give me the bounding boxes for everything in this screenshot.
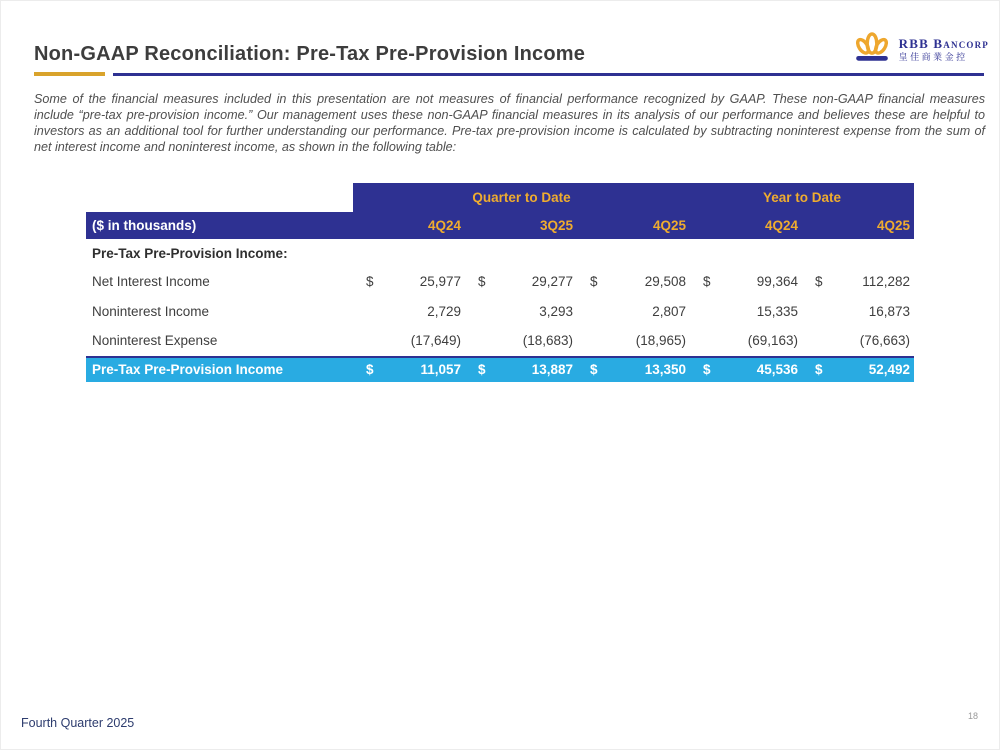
- cell-value: $ 99,364: [703, 274, 798, 290]
- currency-symbol: $: [478, 362, 486, 377]
- cell-value: $ 45,536: [703, 362, 798, 377]
- currency-symbol: $: [815, 274, 823, 290]
- cell-value: 2,807: [652, 303, 686, 319]
- cell-value: 3,293: [539, 303, 573, 319]
- currency-symbol: $: [366, 274, 374, 290]
- currency-symbol: $: [590, 274, 598, 290]
- currency-symbol: $: [590, 362, 598, 377]
- currency-symbol: $: [366, 362, 374, 377]
- rbb-bancorp-logo: [850, 31, 989, 68]
- column-header-4q25-qtd: 4Q25: [652, 218, 686, 233]
- cell-value: $ 29,277: [478, 274, 573, 290]
- row-label: Noninterest Expense: [92, 333, 218, 349]
- group-header-quarter-to-date: Quarter to Date: [353, 183, 690, 212]
- cell-value: (76,663): [859, 333, 910, 349]
- cell-value: (18,683): [522, 333, 573, 349]
- cell-value: $ 13,887: [478, 362, 573, 377]
- cell-value: $ 52,492: [815, 362, 910, 377]
- page-title: Non-GAAP Reconciliation: Pre-Tax Pre-Provision Income: [34, 43, 586, 65]
- currency-symbol: $: [478, 274, 486, 290]
- logo-chinese-name: 皇佳商業金控: [898, 51, 968, 62]
- table-row-total-pre-tax-pre-provision-income: [86, 356, 914, 382]
- table-row-noninterest-expense: [86, 326, 914, 356]
- cell-value: $ 29,508: [590, 274, 686, 290]
- table-section-header-row: [86, 239, 914, 267]
- column-header-4q24-qtd: 4Q24: [427, 218, 461, 233]
- table-group-header-row: [86, 183, 914, 212]
- cell-value: 15,335: [756, 303, 798, 319]
- cell-value: 2,729: [427, 303, 461, 319]
- page-number: 18: [967, 711, 978, 721]
- column-header-3q25-qtd: 3Q25: [539, 218, 573, 233]
- cell-value: $ 11,057: [366, 362, 461, 377]
- cell-value: (17,649): [410, 333, 461, 349]
- currency-symbol: $: [815, 362, 823, 377]
- reconciliation-table: [86, 183, 914, 382]
- group-header-spacer: [86, 183, 353, 212]
- currency-symbol: $: [703, 362, 711, 377]
- group-header-year-to-date: Year to Date: [690, 183, 914, 212]
- column-header-4q24-ytd: 4Q24: [764, 218, 798, 233]
- currency-symbol: $: [703, 274, 711, 290]
- underline-navy-segment: [113, 73, 984, 76]
- cell-value: (18,965): [635, 333, 686, 349]
- column-header-4q25-ytd: 4Q25: [876, 218, 910, 233]
- crown-icon: [850, 31, 894, 68]
- table-row-net-interest-income: [86, 267, 914, 297]
- cell-value: (69,163): [747, 333, 798, 349]
- section-header: Pre-Tax Pre-Provision Income:: [92, 245, 288, 261]
- row-label: Noninterest Income: [92, 303, 210, 319]
- logo-company-name: RBB Bancorp: [898, 35, 989, 51]
- row-label: Net Interest Income: [92, 274, 210, 290]
- table-column-header-row: [86, 212, 914, 239]
- cell-value: $ 25,977: [366, 274, 461, 290]
- units-label: ($ in thousands): [92, 218, 197, 233]
- footer-quarter-label: Fourth Quarter 2025: [21, 716, 135, 730]
- cell-value: 16,873: [868, 303, 910, 319]
- logo-text: [899, 37, 989, 62]
- intro-paragraph: Some of the financial measures included in this presentation are not measures of financial performance recognized by GAAP. These non-GAAP financial measures include “pre-tax pre-provision income.” Our management uses these non-GAAP financial measures in its analysis of our performance and believes these are helpful to investors as an additional tool for further understanding our performance. Pre-tax pre-provision income is calculated by subtracting noninterest expense from the sum of net interest income and noninterest income, as shown in the following table:: [34, 92, 985, 154]
- row-label: Pre-Tax Pre-Provision Income: [92, 362, 284, 377]
- table-row-noninterest-income: [86, 297, 914, 327]
- title-underline: [34, 72, 984, 76]
- cell-value: $ 112,282: [815, 274, 910, 290]
- underline-gold-segment: [34, 72, 105, 76]
- cell-value: $ 13,350: [590, 362, 686, 377]
